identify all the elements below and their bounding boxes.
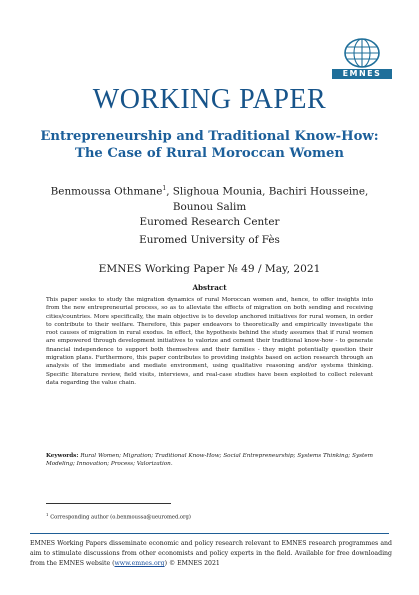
- affiliation-university: Euromed University of Fès: [139, 234, 280, 246]
- abstract-text: This paper seeks to study the migration dynamics of rural Moroccan women and, hence, to offer insights into from the new entrepreneurial process, so as to alleviate the effects of migration on both sending and receiving cities/countries. More specifically, the main objective is to develop anchored initiatives for rural women, in order to contribute to their welfare. Therefore, this paper endeavors to theoretically and empirically investigate the root causes of migration in rural exodus. In effect, the hypothesis behind the study assumes that if rural women are empowered through development initiatives to valorize and cement their traditional know-how - to generate financial independence to support both themselves and their families - they might potentially question their migration plans. Furthermore, this paper contributes to providing insights based on action research through an analysis of the immediate and mediate environment, using qualitative reasoning and/or systems thinking. Specific literature review, field visits, interviews, and real-case studies have been exploited to collect relevant data regarding the value chain.: [46, 297, 373, 386]
- footnote-text: Corresponding author (o.benmoussa@ueuromed.org): [50, 514, 191, 521]
- footer-divider: [30, 533, 389, 534]
- footnote-divider: [46, 503, 171, 504]
- footer-text: EMNES Working Papers disseminate economic and policy research relevant to EMNES research programmes and aim to stimulate discussions from other economists and policy experts in the field. Available for free downloading from the EMNES website (: [30, 540, 392, 567]
- working-paper-heading: WORKING PAPER: [92, 84, 327, 115]
- keywords-label: Keywords:: [46, 453, 79, 459]
- logo-brand-text: EMNES: [332, 69, 392, 79]
- footnote: [46, 512, 191, 521]
- emnes-logo: [332, 38, 392, 79]
- authors-line1: [0, 181, 419, 199]
- footer-copyright: ) © EMNES 2021: [164, 560, 220, 567]
- emnes-website-link[interactable]: www.emnes.org: [114, 560, 165, 567]
- paper-title-line1: Entrepreneurship and Traditional Know-How:: [40, 129, 379, 144]
- affiliation-research-center: Euromed Research Center: [139, 216, 280, 228]
- authors-rest: , Slighoua Mounia, Bachiri Housseine,: [166, 185, 369, 198]
- authors-line2: Bounou Salim: [172, 201, 247, 214]
- author-footnote-marker: 1: [162, 185, 167, 192]
- abstract-heading: Abstract: [192, 283, 227, 292]
- author-list: [0, 181, 419, 215]
- working-paper-number: EMNES Working Paper № 49 / May, 2021: [98, 263, 321, 275]
- keywords: [46, 452, 373, 469]
- author-first: Benmoussa Othmane: [50, 185, 163, 198]
- footnote-marker: 1: [46, 512, 49, 517]
- globe-icon: [343, 38, 381, 68]
- paper-title-line2: The Case of Rural Moroccan Women: [75, 146, 344, 161]
- keywords-list: Rural Women; Migration; Traditional Know-How; Social Entrepreneurship; Systems Thinking; System Modeling; Innovation; Process; Valorization.: [46, 453, 373, 468]
- paper-title: [0, 128, 419, 162]
- footer-notice: [30, 539, 392, 569]
